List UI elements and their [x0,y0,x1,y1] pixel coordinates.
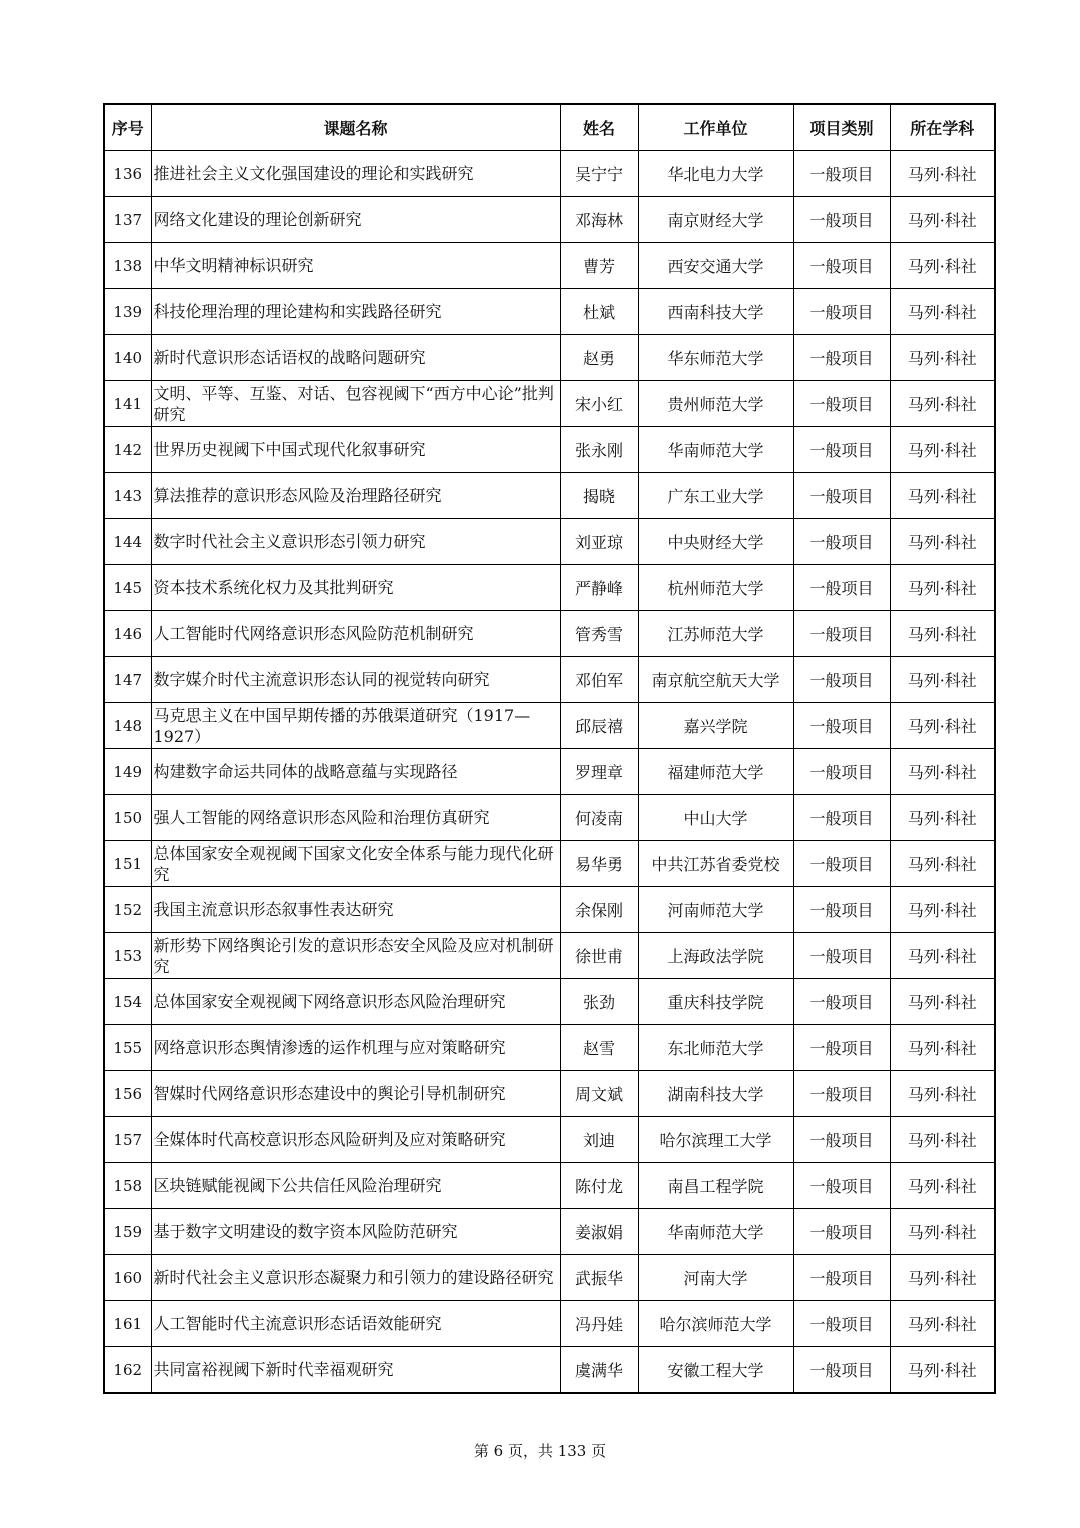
header-seq: 序号 [104,104,151,151]
table-row [104,1117,995,1163]
cell-name: 周文斌 [560,1071,638,1117]
cell-title: 基于数字文明建设的数字资本风险防范研究 [151,1209,560,1255]
cell-unit: 重庆科技学院 [638,979,793,1025]
table-row [104,1301,995,1347]
cell-title: 资本技术系统化权力及其批判研究 [151,565,560,611]
cell-title: 智媒时代网络意识形态建设中的舆论引导机制研究 [151,1071,560,1117]
cell-seq: 144 [104,519,151,565]
header-unit: 工作单位 [638,104,793,151]
cell-seq: 150 [104,795,151,841]
cell-seq: 151 [104,841,151,887]
cell-name: 邓海林 [560,197,638,243]
cell-name: 刘迪 [560,1117,638,1163]
cell-unit: 江苏师范大学 [638,611,793,657]
cell-name: 冯丹娃 [560,1301,638,1347]
cell-seq: 142 [104,427,151,473]
cell-seq: 139 [104,289,151,335]
table-row [104,519,995,565]
table-row [104,611,995,657]
cell-category: 一般项目 [793,289,890,335]
cell-seq: 140 [104,335,151,381]
cell-category: 一般项目 [793,565,890,611]
cell-discipline: 马列·科社 [890,979,995,1025]
table-row [104,1209,995,1255]
cell-title: 新时代意识形态话语权的战略问题研究 [151,335,560,381]
table-row [104,427,995,473]
cell-title: 科技伦理治理的理论建构和实践路径研究 [151,289,560,335]
cell-name: 吴宁宁 [560,151,638,197]
cell-category: 一般项目 [793,519,890,565]
cell-discipline: 马列·科社 [890,197,995,243]
cell-name: 余保刚 [560,887,638,933]
cell-category: 一般项目 [793,243,890,289]
cell-unit: 南京航空航天大学 [638,657,793,703]
cell-unit: 东北师范大学 [638,1025,793,1071]
cell-unit: 哈尔滨师范大学 [638,1301,793,1347]
cell-discipline: 马列·科社 [890,1163,995,1209]
cell-unit: 华南师范大学 [638,1209,793,1255]
cell-seq: 162 [104,1347,151,1394]
cell-unit: 南昌工程学院 [638,1163,793,1209]
table-row [104,795,995,841]
cell-seq: 138 [104,243,151,289]
cell-seq: 146 [104,611,151,657]
cell-title: 人工智能时代网络意识形态风险防范机制研究 [151,611,560,657]
cell-name: 杜斌 [560,289,638,335]
cell-discipline: 马列·科社 [890,1071,995,1117]
cell-discipline: 马列·科社 [890,565,995,611]
cell-discipline: 马列·科社 [890,1209,995,1255]
table-body [104,151,995,1394]
cell-unit: 河南师范大学 [638,887,793,933]
cell-discipline: 马列·科社 [890,887,995,933]
cell-seq: 161 [104,1301,151,1347]
cell-title: 数字时代社会主义意识形态引领力研究 [151,519,560,565]
cell-seq: 156 [104,1071,151,1117]
project-table [103,103,996,1394]
cell-unit: 华北电力大学 [638,151,793,197]
cell-seq: 154 [104,979,151,1025]
header-row [104,104,995,151]
table-row [104,933,995,979]
cell-unit: 杭州师范大学 [638,565,793,611]
cell-seq: 148 [104,703,151,749]
cell-name: 邓伯军 [560,657,638,703]
cell-category: 一般项目 [793,933,890,979]
cell-category: 一般项目 [793,703,890,749]
cell-discipline: 马列·科社 [890,427,995,473]
header-category: 项目类别 [793,104,890,151]
cell-title: 我国主流意识形态叙事性表达研究 [151,887,560,933]
table-row [104,749,995,795]
cell-title: 新形势下网络舆论引发的意识形态安全风险及应对机制研究 [151,933,560,979]
cell-seq: 143 [104,473,151,519]
cell-name: 揭晓 [560,473,638,519]
table-row [104,565,995,611]
cell-discipline: 马列·科社 [890,1347,995,1394]
cell-title: 网络文化建设的理论创新研究 [151,197,560,243]
cell-unit: 上海政法学院 [638,933,793,979]
table-row [104,197,995,243]
header-discipline: 所在学科 [890,104,995,151]
cell-title: 区块链赋能视阈下公共信任风险治理研究 [151,1163,560,1209]
cell-discipline: 马列·科社 [890,473,995,519]
cell-discipline: 马列·科社 [890,657,995,703]
cell-unit: 华东师范大学 [638,335,793,381]
cell-category: 一般项目 [793,749,890,795]
table-row [104,657,995,703]
table-row [104,1025,995,1071]
cell-title: 世界历史视阈下中国式现代化叙事研究 [151,427,560,473]
cell-discipline: 马列·科社 [890,243,995,289]
table-row [104,1071,995,1117]
cell-discipline: 马列·科社 [890,151,995,197]
cell-category: 一般项目 [793,1071,890,1117]
cell-name: 宋小红 [560,381,638,427]
cell-name: 张永刚 [560,427,638,473]
cell-unit: 广东工业大学 [638,473,793,519]
cell-category: 一般项目 [793,979,890,1025]
table-row [104,243,995,289]
cell-unit: 西安交通大学 [638,243,793,289]
table-row [104,979,995,1025]
cell-name: 张劲 [560,979,638,1025]
cell-title: 新时代社会主义意识形态凝聚力和引领力的建设路径研究 [151,1255,560,1301]
table-row [104,473,995,519]
cell-discipline: 马列·科社 [890,381,995,427]
cell-category: 一般项目 [793,1255,890,1301]
cell-name: 徐世甫 [560,933,638,979]
cell-title: 人工智能时代主流意识形态话语效能研究 [151,1301,560,1347]
cell-discipline: 马列·科社 [890,795,995,841]
cell-name: 陈付龙 [560,1163,638,1209]
cell-unit: 中山大学 [638,795,793,841]
cell-category: 一般项目 [793,427,890,473]
table-row [104,381,995,427]
cell-category: 一般项目 [793,335,890,381]
table-row [104,289,995,335]
header-name: 姓名 [560,104,638,151]
cell-discipline: 马列·科社 [890,933,995,979]
table-row [104,703,995,749]
page-footer: 第 6 页，共 133 页 [473,1442,607,1460]
cell-discipline: 马列·科社 [890,749,995,795]
cell-name: 虞满华 [560,1347,638,1394]
cell-seq: 149 [104,749,151,795]
cell-seq: 141 [104,381,151,427]
cell-name: 何凌南 [560,795,638,841]
cell-seq: 147 [104,657,151,703]
cell-seq: 153 [104,933,151,979]
table-header [104,104,995,151]
table-row [104,841,995,887]
table-row [104,151,995,197]
cell-name: 赵雪 [560,1025,638,1071]
cell-title: 数字媒介时代主流意识形态认同的视觉转向研究 [151,657,560,703]
cell-title: 总体国家安全观视阈下网络意识形态风险治理研究 [151,979,560,1025]
cell-unit: 河南大学 [638,1255,793,1301]
cell-category: 一般项目 [793,841,890,887]
cell-seq: 160 [104,1255,151,1301]
cell-unit: 中共江苏省委党校 [638,841,793,887]
cell-name: 刘亚琼 [560,519,638,565]
cell-discipline: 马列·科社 [890,289,995,335]
cell-discipline: 马列·科社 [890,519,995,565]
cell-unit: 哈尔滨理工大学 [638,1117,793,1163]
cell-unit: 贵州师范大学 [638,381,793,427]
cell-discipline: 马列·科社 [890,703,995,749]
cell-unit: 湖南科技大学 [638,1071,793,1117]
table-row [104,335,995,381]
cell-unit: 南京财经大学 [638,197,793,243]
cell-discipline: 马列·科社 [890,1117,995,1163]
cell-title: 算法推荐的意识形态风险及治理路径研究 [151,473,560,519]
cell-category: 一般项目 [793,1117,890,1163]
cell-name: 罗理章 [560,749,638,795]
cell-title: 网络意识形态舆情渗透的运作机理与应对策略研究 [151,1025,560,1071]
cell-title: 中华文明精神标识研究 [151,243,560,289]
cell-title: 全媒体时代高校意识形态风险研判及应对策略研究 [151,1117,560,1163]
table-row [104,887,995,933]
cell-seq: 157 [104,1117,151,1163]
cell-category: 一般项目 [793,151,890,197]
cell-title: 构建数字命运共同体的战略意蕴与实现路径 [151,749,560,795]
cell-name: 管秀雪 [560,611,638,657]
cell-category: 一般项目 [793,887,890,933]
cell-seq: 158 [104,1163,151,1209]
cell-discipline: 马列·科社 [890,1301,995,1347]
table-row [104,1255,995,1301]
cell-category: 一般项目 [793,611,890,657]
header-title: 课题名称 [151,104,560,151]
cell-category: 一般项目 [793,381,890,427]
cell-name: 赵勇 [560,335,638,381]
cell-unit: 中央财经大学 [638,519,793,565]
cell-title: 共同富裕视阈下新时代幸福观研究 [151,1347,560,1394]
cell-unit: 福建师范大学 [638,749,793,795]
cell-category: 一般项目 [793,795,890,841]
table-row [104,1347,995,1394]
cell-name: 姜淑娟 [560,1209,638,1255]
cell-discipline: 马列·科社 [890,611,995,657]
cell-discipline: 马列·科社 [890,841,995,887]
cell-seq: 155 [104,1025,151,1071]
cell-seq: 145 [104,565,151,611]
cell-category: 一般项目 [793,1025,890,1071]
cell-title: 马克思主义在中国早期传播的苏俄渠道研究（1917—1927） [151,703,560,749]
cell-category: 一般项目 [793,1209,890,1255]
cell-discipline: 马列·科社 [890,335,995,381]
cell-discipline: 马列·科社 [890,1255,995,1301]
cell-category: 一般项目 [793,657,890,703]
table-row [104,1163,995,1209]
cell-seq: 136 [104,151,151,197]
cell-seq: 152 [104,887,151,933]
cell-title: 推进社会主义文化强国建设的理论和实践研究 [151,151,560,197]
cell-title: 文明、平等、互鉴、对话、包容视阈下“西方中心论”批判研究 [151,381,560,427]
cell-category: 一般项目 [793,197,890,243]
cell-unit: 华南师范大学 [638,427,793,473]
cell-seq: 159 [104,1209,151,1255]
cell-name: 严静峰 [560,565,638,611]
cell-category: 一般项目 [793,1301,890,1347]
cell-seq: 137 [104,197,151,243]
cell-unit: 嘉兴学院 [638,703,793,749]
cell-name: 武振华 [560,1255,638,1301]
cell-unit: 安徽工程大学 [638,1347,793,1394]
cell-category: 一般项目 [793,1163,890,1209]
cell-category: 一般项目 [793,473,890,519]
cell-category: 一般项目 [793,1347,890,1394]
cell-unit: 西南科技大学 [638,289,793,335]
cell-name: 易华勇 [560,841,638,887]
cell-title: 总体国家安全观视阈下国家文化安全体系与能力现代化研究 [151,841,560,887]
cell-discipline: 马列·科社 [890,1025,995,1071]
cell-name: 曹芳 [560,243,638,289]
cell-title: 强人工智能的网络意识形态风险和治理仿真研究 [151,795,560,841]
cell-name: 邱辰禧 [560,703,638,749]
